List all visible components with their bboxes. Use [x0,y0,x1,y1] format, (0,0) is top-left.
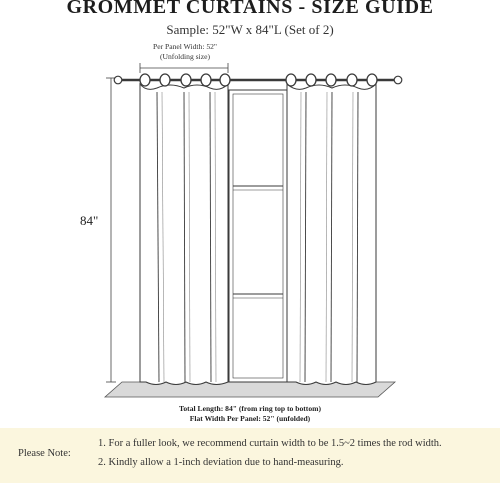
height-dimension [106,78,116,382]
size-captions [0,404,500,424]
panel-width-line1: Per Panel Width: 52" [152,42,218,51]
curtain-rod [114,76,402,84]
grommet [220,74,230,86]
width-dimension [140,63,228,73]
grommet [306,74,316,86]
grommet [286,74,296,86]
grommet [181,74,191,86]
curtain-panel-right [287,84,376,385]
note-item-2: 2. Kindly allow a 1-inch deviation due to hand-measuring. [98,457,344,468]
grommet [140,74,150,86]
window-frame [229,90,287,382]
note-box [0,428,500,483]
grommet [326,74,336,86]
panel-width-line2: (Unfolding size) [160,52,210,61]
rod-finial-right [394,76,402,84]
height-label: 84" [80,213,99,228]
total-length-caption: Total Length: 84" (from ring top to bottom) [179,404,321,413]
page-title: GROMMET CURTAINS - SIZE GUIDE [66,0,434,18]
flat-width-caption: Flat Width Per Panel: 52" (unfolded) [189,414,311,423]
note-label: Please Note: [18,448,71,459]
grommet [201,74,211,86]
page-subtitle: Sample: 52"W x 84"L (Set of 2) [166,22,334,37]
grommet [160,74,170,86]
grommet [347,74,357,86]
note-item-1: 1. For a fuller look, we recommend curtain width to be 1.5~2 times the rod width. [98,438,442,449]
curtain-panel-left [140,84,228,385]
rod-finial-left [114,76,122,84]
grommet [367,74,377,86]
